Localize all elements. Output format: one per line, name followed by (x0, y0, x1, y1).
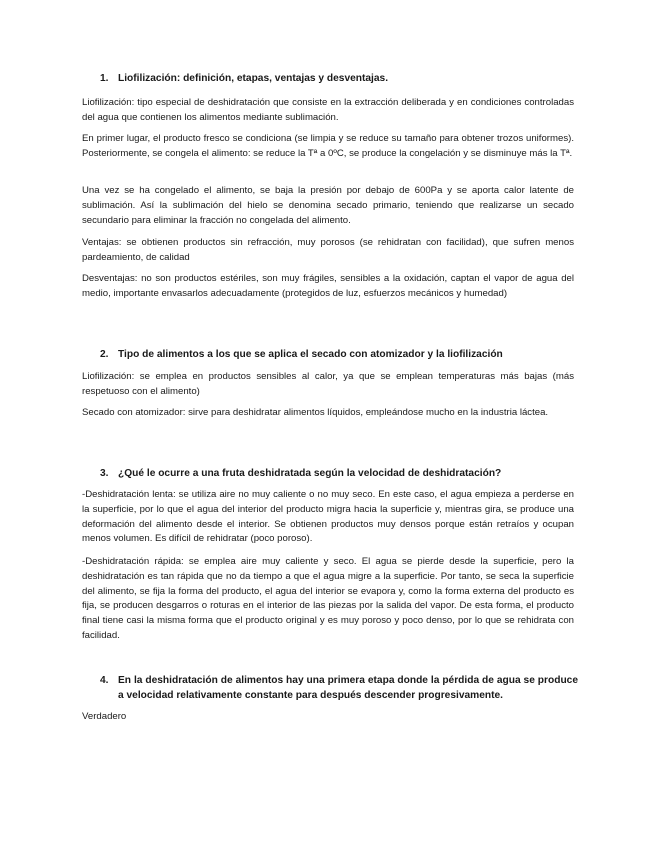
paragraph: -Deshidratación rápida: se emplea aire muy caliente y seco. El agua se pierde desde la superficie, pero la deshidratación es tan rápida que no da tiempo a que el agua migre a la superficie. Por tanto, se seca la superficie del alimento, se fija la forma del producto, el agua del interior se evapora y, como la forma externa del producto es fija, se producen desgarros o roturas en el interior de las piezas por la salida del vapor. De esta forma, el producto final tiene casi la misma forma que el producto original y es muy poroso y poco denso, por lo que se rehidrata con facilidad. (82, 556, 574, 641)
section-title: ¿Qué le ocurre a una fruta deshidratada según la velocidad de deshidratación? (118, 468, 502, 479)
section-number: 3. (100, 468, 109, 479)
paragraph: En primer lugar, el producto fresco se condiciona (se limpia y se reduce su tamaño para obtener trozos uniformes). Posteriormente, se congela el alimento: se reduce la Tª a 0ºC, se produce la congelación y se disminuye más la Tª. (82, 133, 574, 159)
answer-text: Verdadero (82, 711, 127, 722)
paragraph: Secado con atomizador: sirve para deshidratar alimentos líquidos, empleándose mucho en la industria láctea. (82, 407, 549, 418)
section-title: Tipo de alimentos a los que se aplica el secado con atomizador y la liofilización (118, 349, 503, 360)
paragraph: Una vez se ha congelado el alimento, se baja la presión por debajo de 600Pa y se aporta calor latente de sublimación. Así la sublimación del hielo se denomina secado primario, teniendo que realizarse un secado secundario para eliminar la fracción no congelada del alimento. (82, 185, 574, 226)
paragraph: Ventajas: se obtienen productos sin refracción, muy porosos (se rehidratan con facilidad), que sufren menos pardeamiento, de calidad (82, 237, 574, 263)
section-title: Liofilización: definición, etapas, ventajas y desventajas. (118, 73, 389, 84)
paragraph: -Deshidratación lenta: se utiliza aire no muy caliente o no muy seco. En este caso, el agua empieza a perderse en la superficie, por lo que el agua del interior del producto migra hacia la superficie y, mientras gira, se produce una deformación del alimento desde el interior. Se obtienen productos muy densos porque están retraíos y ocupan menos volumen. Es difícil de rehidratar (poco poroso). (82, 489, 574, 545)
section-4-heading (100, 673, 578, 703)
section-number: 1. (100, 73, 109, 84)
section-2-heading (100, 347, 578, 362)
paragraph: Desventajas: no son productos estériles, son muy frágiles, sensibles a la oxidación, captan el vapor de agua del medio, importante envasarlos adecuadamente (protegidos de luz, esfuerzos mecánicos y humedad) (82, 273, 574, 299)
section-number: 2. (100, 349, 109, 360)
section-title: En la deshidratación de alimentos hay una primera etapa donde la pérdida de agua se produce a velocidad relativamente constante para después descender progresivamente. (118, 675, 578, 701)
section-3-heading (100, 466, 578, 481)
paragraph: Liofilización: se emplea en productos sensibles al calor, ya que se emplean temperaturas más bajas (más respetuoso con el alimento) (82, 371, 574, 397)
section-number: 4. (100, 675, 109, 686)
section-1-heading (100, 71, 578, 86)
paragraph: Liofilización: tipo especial de deshidratación que consiste en la extracción deliberada y en condiciones controladas del agua que contienen los alimentos mediante sublimación. (82, 97, 574, 123)
